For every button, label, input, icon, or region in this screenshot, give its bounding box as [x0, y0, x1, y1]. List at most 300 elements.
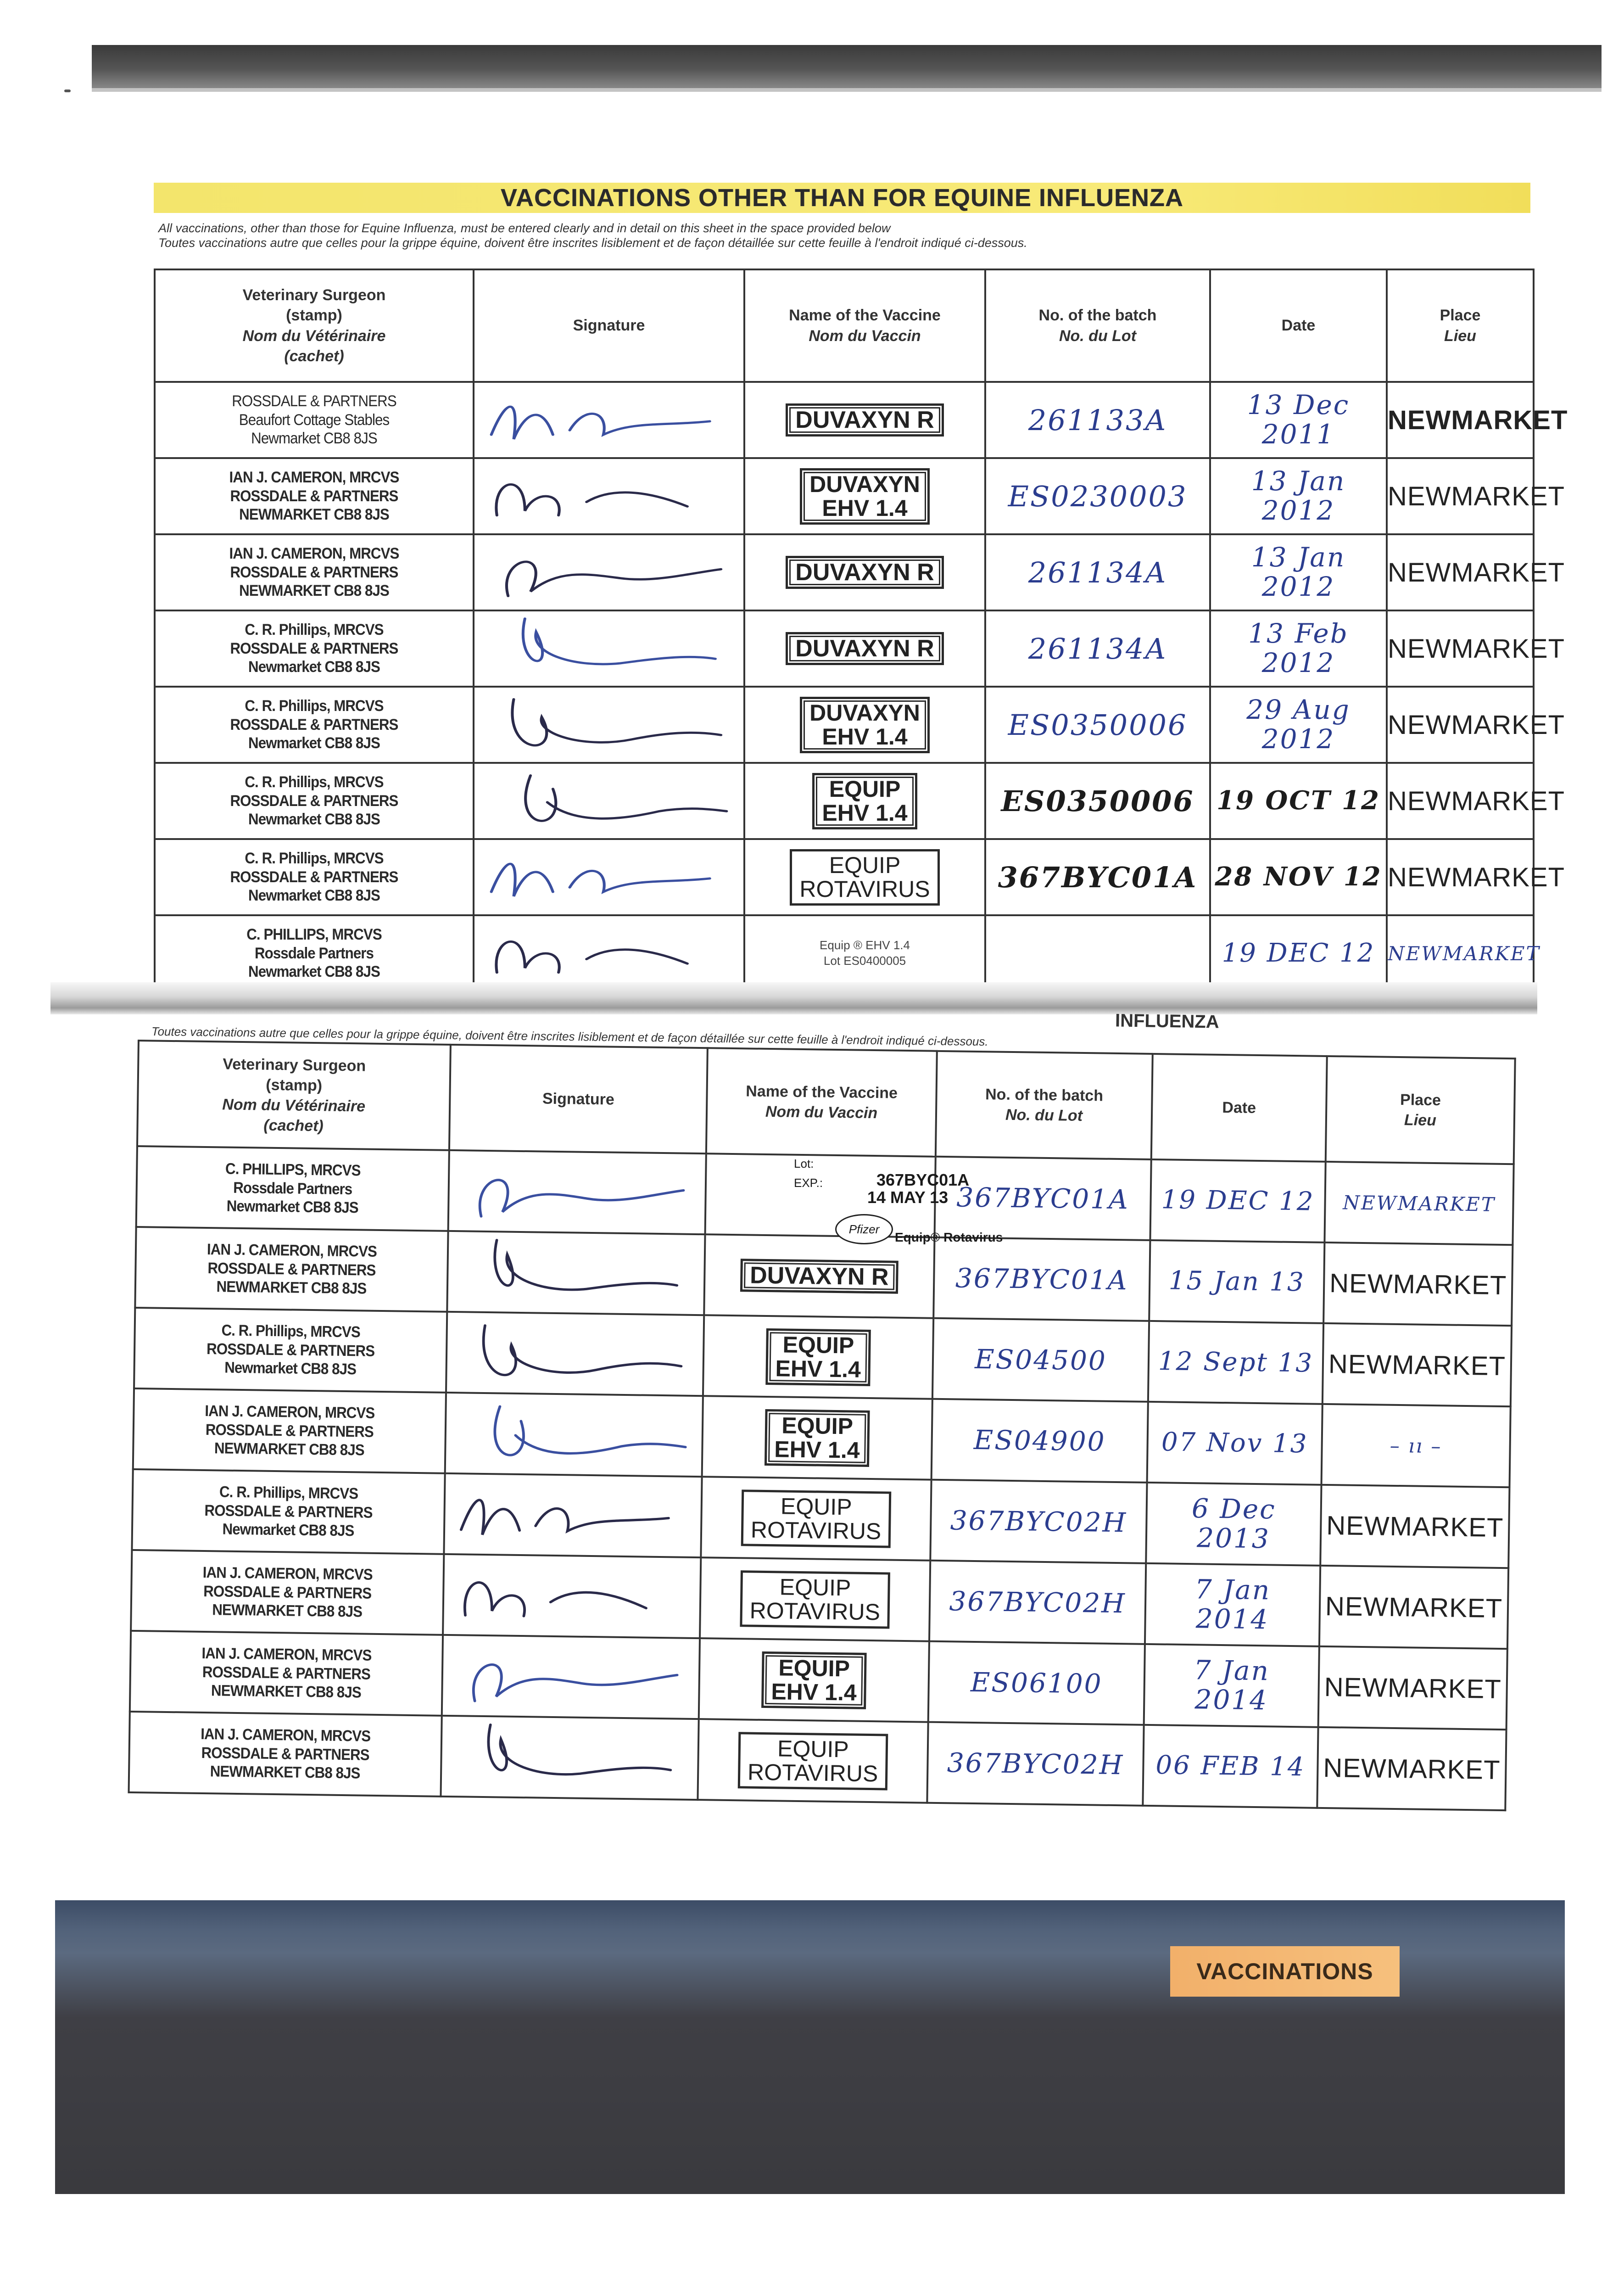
vet-stamp-line: NEWMARKET CB8 8JS — [214, 1439, 364, 1459]
header-vet-cachet: (cachet) — [284, 347, 344, 365]
place-value: NEWMARKET — [1388, 862, 1565, 892]
batch-number: 367BYC01A — [955, 1262, 1129, 1296]
place-value: NEWMARKET — [1388, 710, 1565, 740]
scan-corner-mark — [64, 90, 71, 92]
date-line: 19 OCT 12 — [1217, 785, 1380, 816]
sticker-lot-label: Lot: — [794, 1157, 814, 1170]
header-vaccine — [744, 269, 985, 382]
vaccinations-tab-label: VACCINATIONS — [1196, 1959, 1373, 1984]
date-cell — [1210, 839, 1387, 915]
sticker-product: Equip® Rotavirus — [895, 1230, 1003, 1244]
vaccination-date — [1211, 619, 1386, 678]
vaccine-stamp-line: EQUIP — [777, 1735, 849, 1762]
vet-stamp-line: C. PHILLIPS, MRCVS — [246, 925, 382, 943]
handwritten-signature — [442, 1719, 698, 1794]
vet-stamp-line: ROSSDALE & PARTNERS — [202, 1663, 371, 1683]
date-line: 12 Sept 13 — [1158, 1346, 1314, 1378]
vaccine-stamp-line: Lot ES0400005 — [823, 954, 906, 968]
vet-stamp-line: NEWMARKET CB8 8JS — [216, 1278, 367, 1298]
vaccine-cell — [700, 1557, 930, 1641]
header-signature-label: Signature — [542, 1090, 615, 1108]
vet-stamp-cell — [130, 1631, 443, 1716]
date-cell — [1143, 1725, 1318, 1808]
date-cell — [1147, 1402, 1323, 1485]
vaccine-cell — [744, 687, 985, 763]
batch-number: 261134A — [1028, 555, 1167, 589]
header-place-en: Place — [1400, 1091, 1441, 1109]
vet-stamp-line: Newmarket CB8 8JS — [224, 1359, 357, 1378]
header-vaccine-en: Name of the Vaccine — [789, 307, 941, 325]
vet-stamp-line: ROSSDALE & PARTNERS — [205, 1421, 374, 1441]
place-value: NEWMARKET — [1388, 633, 1565, 664]
vaccination-date — [1151, 1186, 1324, 1216]
vaccine-stamp-line: EQUIP — [782, 1331, 854, 1358]
header-vaccine-en: Name of the Vaccine — [746, 1082, 898, 1102]
batch-cell — [985, 534, 1210, 610]
vet-stamp-cell — [155, 534, 474, 610]
batch-cell — [985, 763, 1210, 839]
place-cell — [1387, 763, 1565, 839]
vaccine-stamp-line: EQUIP — [780, 1493, 852, 1520]
header-vet-cachet: (cachet) — [263, 1116, 324, 1135]
date-cell — [1210, 458, 1387, 534]
vaccination-date — [1211, 391, 1386, 449]
sheet2-header-row — [137, 1041, 1515, 1164]
batch-cell — [930, 1480, 1147, 1563]
header-batch-fr: No. du Lot — [1005, 1106, 1083, 1125]
batch-number: 367BYC01A — [956, 1181, 1130, 1215]
header-place — [1326, 1056, 1515, 1164]
vet-stamp-line: C. PHILLIPS, MRCVS — [225, 1160, 361, 1180]
header-vet — [155, 269, 474, 382]
vaccination-date — [1150, 1266, 1323, 1297]
signature-cell — [474, 534, 744, 610]
sheet1-banner — [154, 183, 1530, 213]
vet-stamp-line: ROSSDALE & PARTNERS — [206, 1340, 375, 1360]
header-vaccine-fr: Nom du Vaccin — [809, 327, 921, 345]
vet-stamp-line: Beaufort Cottage Stables — [239, 411, 390, 429]
signature-cell — [442, 1635, 700, 1719]
header-place — [1387, 269, 1534, 382]
vet-stamp — [168, 468, 460, 524]
sheet1-intro-en: All vaccinations, other than those for Equine Influenza, must be entered clearly and in detail on this sheet in the space provided below — [158, 221, 891, 235]
batch-number: 261134A — [1028, 632, 1167, 666]
vet-stamp-line: IAN J. CAMERON, MRCVS — [205, 1402, 375, 1422]
vet-stamp-line: IAN J. CAMERON, MRCVS — [229, 544, 399, 562]
vaccine-cell — [702, 1396, 932, 1480]
handwritten-signature — [474, 767, 743, 834]
vaccination-sheet-2 — [92, 1008, 1537, 1898]
date-line: 15 Jan 13 — [1168, 1265, 1306, 1298]
vet-stamp-line: C. R. Phillips, MRCVS — [245, 697, 384, 715]
vet-stamp-line: C. R. Phillips, MRCVS — [245, 621, 384, 638]
signature-cell — [443, 1554, 701, 1638]
header-date — [1151, 1054, 1327, 1162]
date-line: 2014 — [1195, 1603, 1269, 1635]
date-cell — [1150, 1159, 1325, 1243]
sheet2-banner-tail: INFLUENZA — [1115, 1010, 1219, 1032]
vet-stamp — [168, 621, 460, 677]
vet-stamp-cell — [131, 1550, 444, 1635]
vaccine-stamp-line: EQUIP — [778, 1654, 850, 1681]
signature-cell — [446, 1312, 704, 1396]
sheet2-vaccination-table — [128, 1040, 1516, 1811]
signature-cell — [474, 839, 744, 915]
vet-stamp — [145, 1482, 431, 1542]
header-batch-fr: No. du Lot — [1059, 327, 1137, 345]
header-vaccine — [706, 1048, 937, 1157]
vet-stamp — [146, 1401, 432, 1461]
handwritten-signature — [474, 538, 743, 605]
batch-number: ES06100 — [970, 1666, 1103, 1700]
signature-cell — [441, 1716, 698, 1800]
vaccine-stamp — [740, 1570, 890, 1629]
sheet1-vaccination-table — [154, 269, 1568, 992]
date-cell — [1148, 1321, 1323, 1404]
pfizer-logo: Pfizer — [835, 1214, 893, 1244]
vet-stamp-line: ROSSDALE & PARTNERS — [203, 1582, 372, 1602]
vaccine-cell — [701, 1477, 931, 1561]
signature-cell — [474, 382, 744, 458]
vet-stamp-line: NEWMARKET CB8 8JS — [212, 1601, 363, 1621]
batch-cell — [932, 1318, 1149, 1402]
scan-top-band — [92, 45, 1602, 89]
header-vet-en: Veterinary Surgeon — [242, 286, 386, 304]
header-signature-label: Signature — [573, 317, 645, 335]
vaccination-date — [1211, 695, 1386, 754]
sticker-exp-label: EXP.: — [794, 1176, 823, 1190]
date-line: 13 Feb — [1248, 618, 1349, 649]
place-cell — [1387, 382, 1568, 458]
place-cell — [1387, 687, 1565, 763]
vaccine-stamp-line: ROTAVIRUS — [750, 1517, 882, 1545]
header-vaccine-fr: Nom du Vaccin — [765, 1103, 878, 1122]
place-value: NEWMARKET — [1388, 942, 1540, 965]
vet-stamp-line: C. R. Phillips, MRCVS — [221, 1321, 361, 1341]
vaccine-stamp-line: EHV 1.4 — [822, 800, 908, 826]
vet-stamp-cell — [155, 763, 474, 839]
vet-stamp-cell — [135, 1227, 448, 1312]
place-value: NEWMARKET — [1388, 481, 1565, 511]
vaccine-stamp — [800, 468, 930, 525]
vaccine-cell — [744, 915, 985, 991]
place-cell — [1323, 1243, 1512, 1326]
scan-bottom-band — [55, 1900, 1565, 2194]
vaccine-stamp-line: EQUIP — [829, 852, 901, 878]
header-signature — [449, 1045, 708, 1153]
header-vet-stamp: (stamp) — [266, 1076, 323, 1095]
vet-stamp-line: ROSSDALE & PARTNERS — [204, 1501, 373, 1522]
vet-stamp-cell — [155, 382, 474, 458]
batch-number: ES04900 — [973, 1424, 1106, 1457]
vaccine-cell — [744, 382, 985, 458]
date-line: 13 Dec — [1247, 389, 1350, 421]
place-value: NEWMARKET — [1323, 1752, 1501, 1785]
place-cell — [1323, 1323, 1512, 1406]
date-line: 29 Aug — [1246, 694, 1351, 726]
vaccine-stamp-line: EQUIP — [779, 1573, 851, 1601]
batch-number: ES0350006 — [1008, 708, 1188, 742]
place-value: NEWMARKET — [1388, 405, 1568, 435]
handwritten-signature — [447, 1315, 703, 1390]
vaccine-stamp-line: ROTAVIRUS — [747, 1759, 878, 1787]
vet-stamp — [143, 1643, 429, 1703]
vaccine-cell — [744, 839, 985, 915]
vet-stamp-line: ROSSDALE & PARTNERS — [201, 1744, 369, 1764]
signature-cell — [474, 458, 744, 534]
batch-number: 261133A — [1028, 403, 1167, 437]
table-row — [155, 458, 1534, 534]
date-line: 28 NOV 12 — [1215, 862, 1382, 892]
date-line: 19 DEC 12 — [1222, 938, 1375, 968]
vaccine-stamp — [786, 632, 943, 666]
vet-stamp-cell — [155, 458, 474, 534]
vet-stamp-line: Newmarket CB8 8JS — [222, 1520, 354, 1540]
header-place-en: Place — [1440, 307, 1481, 325]
vet-stamp — [147, 1320, 433, 1380]
date-line: 2012 — [1261, 647, 1335, 678]
table-row — [155, 382, 1534, 458]
vaccination-date — [1211, 863, 1386, 891]
sticker-exp-value: 14 MAY 13 — [867, 1188, 949, 1207]
date-cell — [1210, 763, 1387, 839]
vet-stamp-line: ROSSDALE & PARTNERS — [230, 868, 398, 886]
vaccine-stamp-line: DUVAXYN R — [749, 1262, 889, 1291]
header-vet — [137, 1041, 451, 1150]
vet-stamp-line: NEWMARKET CB8 8JS — [211, 1682, 362, 1702]
vaccination-date — [1211, 543, 1386, 602]
batch-cell — [932, 1399, 1148, 1483]
handwritten-signature — [474, 614, 743, 681]
vaccine-cell — [744, 534, 985, 610]
date-cell — [1210, 915, 1387, 991]
header-vet-fr: Nom du Vétérinaire — [222, 1096, 366, 1115]
vaccination-date — [1145, 1655, 1318, 1716]
batch-number: 367BYC01A — [998, 860, 1198, 894]
vet-stamp-line: ROSSDALE & PARTNERS — [230, 563, 398, 581]
date-line: 19 DEC 12 — [1161, 1185, 1315, 1217]
vaccine-cell — [744, 458, 985, 534]
vet-stamp-line: C. R. Phillips, MRCVS — [245, 773, 384, 791]
date-line: 06 FEB 14 — [1155, 1750, 1306, 1782]
vet-stamp — [168, 392, 460, 448]
vet-stamp-line: ROSSDALE & PARTNERS — [230, 716, 398, 733]
vet-stamp-line: Newmarket CB8 8JS — [226, 1197, 358, 1217]
date-line: 13 Jan — [1251, 542, 1346, 573]
date-line: 2014 — [1194, 1684, 1268, 1716]
table-row — [155, 610, 1534, 687]
place-cell — [1317, 1727, 1506, 1810]
header-date-label: Date — [1222, 1098, 1256, 1117]
handwritten-signature — [474, 919, 743, 986]
vaccine-cell — [699, 1638, 929, 1722]
vaccine-stamp-line: ROTAVIRUS — [799, 876, 930, 902]
batch-number: ES0350006 — [1001, 784, 1194, 818]
batch-cell — [985, 610, 1210, 687]
handwritten-signature — [448, 1234, 704, 1309]
header-place-fr: Lieu — [1444, 327, 1476, 345]
batch-cell — [985, 382, 1210, 458]
vaccine-stamp-line: DUVAXYN R — [795, 635, 934, 662]
place-value: NEWMARKET — [1329, 1268, 1507, 1300]
vet-stamp-line: ROSSDALE & PARTNERS — [230, 487, 398, 505]
scan-top-band-edge — [92, 88, 1602, 92]
signature-cell — [474, 763, 744, 839]
date-line: 7 Jan — [1194, 1654, 1270, 1687]
handwritten-signature — [449, 1153, 705, 1228]
date-line: 2011 — [1261, 419, 1335, 450]
place-cell — [1387, 839, 1565, 915]
vaccine-stamp-line: DUVAXYN R — [795, 559, 934, 586]
vaccine-stamp-line: DUVAXYN — [809, 700, 920, 726]
batch-cell — [985, 458, 1210, 534]
batch-cell — [927, 1722, 1144, 1806]
vet-stamp — [149, 1239, 435, 1299]
header-vet-fr: Nom du Vétérinaire — [242, 327, 386, 345]
vaccination-date — [1211, 939, 1386, 968]
batch-cell — [928, 1641, 1145, 1725]
batch-number: ES04500 — [974, 1343, 1107, 1377]
date-line: 13 Jan — [1251, 465, 1346, 497]
vet-stamp-line: Newmarket CB8 8JS — [248, 963, 380, 981]
vaccination-date — [1150, 1347, 1323, 1378]
signature-cell — [448, 1150, 706, 1234]
place-value: NEWMARKET — [1342, 1191, 1496, 1216]
vet-stamp-cell — [134, 1308, 447, 1393]
place-value: NEWMARKET — [1324, 1672, 1502, 1704]
signature-cell — [474, 915, 744, 991]
handwritten-signature — [444, 1557, 700, 1632]
vaccine-stamp-line: EHV 1.4 — [771, 1679, 857, 1706]
handwritten-signature — [474, 386, 743, 453]
vet-stamp-line: C. R. Phillips, MRCVS — [245, 849, 384, 867]
vet-stamp-line: IAN J. CAMERON, MRCVS — [201, 1644, 372, 1664]
header-batch-en: No. of the batch — [985, 1086, 1104, 1105]
signature-cell — [445, 1393, 703, 1477]
vet-stamp-line: Rossdale Partners — [254, 944, 374, 962]
vaccination-date — [1211, 787, 1386, 815]
date-cell — [1144, 1644, 1319, 1727]
date-line: 2012 — [1261, 571, 1335, 602]
vaccination-sheet-1 — [151, 179, 1568, 1005]
vet-stamp — [168, 925, 460, 981]
vet-stamp-line: Rossdale Partners — [233, 1179, 352, 1198]
date-cell — [1210, 534, 1387, 610]
vet-stamp-line: Newmarket CB8 8JS — [248, 658, 380, 676]
vaccine-stamp-line: EHV 1.4 — [822, 724, 908, 750]
vaccine-stamp-line: EQUIP — [829, 776, 901, 802]
header-batch-en: No. of the batch — [1038, 307, 1157, 325]
batch-cell — [985, 839, 1210, 915]
header-date — [1210, 269, 1387, 382]
header-vet-stamp: (stamp) — [286, 307, 342, 325]
vaccine-stamp-line: Equip ® EHV 1.4 — [820, 938, 910, 952]
date-line: 6 Dec — [1191, 1493, 1277, 1525]
place-cell — [1387, 534, 1565, 610]
vaccine-stamp-line: EQUIP — [781, 1412, 854, 1439]
signature-cell — [474, 610, 744, 687]
vaccine-stamp-line: EHV 1.4 — [774, 1436, 860, 1463]
vaccine-stamp — [741, 1489, 892, 1548]
vet-stamp-cell — [155, 687, 474, 763]
sheet2-intro-fr: Toutes vaccinations autre que celles pour la grippe équine, doivent être inscrites lisiblement et de façon détaillée sur cette feuille à l'endroit indiqué ci-dessous. — [151, 1024, 988, 1049]
table-row — [155, 687, 1534, 763]
vet-stamp-line: Newmarket CB8 8JS — [248, 887, 380, 905]
vet-stamp — [168, 773, 460, 829]
vet-stamp-cell — [136, 1146, 449, 1231]
header-place-fr: Lieu — [1404, 1111, 1437, 1130]
vet-stamp-line: IAN J. CAMERON, MRCVS — [200, 1725, 371, 1745]
vaccination-date — [1148, 1428, 1321, 1459]
batch-number: 367BYC02H — [949, 1585, 1127, 1619]
date-cell — [1145, 1563, 1320, 1646]
vaccination-date — [1147, 1494, 1321, 1555]
table-row — [155, 534, 1534, 610]
vet-stamp — [150, 1159, 435, 1219]
handwritten-signature — [445, 1477, 701, 1551]
vaccine-stamp-line: EHV 1.4 — [775, 1355, 861, 1383]
handwritten-signature — [474, 843, 743, 910]
vaccine-stamp — [786, 556, 943, 589]
vaccine-cell — [744, 610, 985, 687]
vet-stamp — [142, 1724, 428, 1784]
vet-stamp-line: IAN J. CAMERON, MRCVS — [202, 1563, 373, 1584]
vaccine-stamp — [765, 1409, 870, 1467]
header-signature — [474, 269, 744, 382]
header-batch — [985, 269, 1210, 382]
signature-cell — [444, 1473, 702, 1557]
place-value: – ıı – — [1390, 1434, 1442, 1457]
vet-stamp-line: IAN J. CAMERON, MRCVS — [229, 468, 399, 486]
signature-cell — [474, 687, 744, 763]
handwritten-signature — [474, 690, 743, 757]
vaccine-stamp — [761, 1651, 867, 1709]
vaccine-stamp — [765, 1328, 871, 1386]
vet-stamp-cell — [129, 1712, 442, 1797]
vaccine-stamp — [745, 938, 984, 969]
date-line: 2013 — [1196, 1522, 1271, 1555]
sheet1-header-row — [155, 269, 1534, 382]
date-cell — [1149, 1240, 1324, 1323]
vaccine-sticker — [794, 1157, 1051, 1276]
batch-number: ES0230003 — [1008, 479, 1188, 513]
vaccine-cell — [744, 763, 985, 839]
date-cell — [1146, 1483, 1321, 1566]
vet-stamp-line: Newmarket CB8 8JS — [248, 734, 380, 752]
place-value: NEWMARKET — [1325, 1591, 1503, 1623]
place-cell — [1318, 1646, 1507, 1730]
vet-stamp-line: C. R. Phillips, MRCVS — [219, 1483, 358, 1503]
sticker-lot-value: 367BYC01A — [876, 1170, 970, 1189]
vet-stamp-line: ROSSDALE & PARTNERS — [230, 639, 398, 657]
batch-number: 367BYC02H — [950, 1505, 1127, 1539]
vet-stamp — [168, 544, 460, 600]
table-row — [155, 763, 1534, 839]
vet-stamp-line: ROSSDALE & PARTNERS — [232, 392, 396, 410]
vaccine-cell — [703, 1315, 933, 1399]
place-value: NEWMARKET — [1326, 1510, 1504, 1543]
vaccine-stamp-line: DUVAXYN R — [795, 406, 934, 433]
place-cell — [1322, 1404, 1511, 1487]
vaccine-stamp — [738, 1732, 888, 1790]
handwritten-signature — [446, 1396, 702, 1471]
place-cell — [1387, 458, 1565, 534]
place-value: NEWMARKET — [1388, 557, 1565, 588]
place-value: NEWMARKET — [1388, 786, 1565, 816]
vaccine-stamp — [812, 773, 917, 829]
vet-stamp-cell — [133, 1388, 446, 1473]
date-line: 2012 — [1261, 495, 1335, 526]
